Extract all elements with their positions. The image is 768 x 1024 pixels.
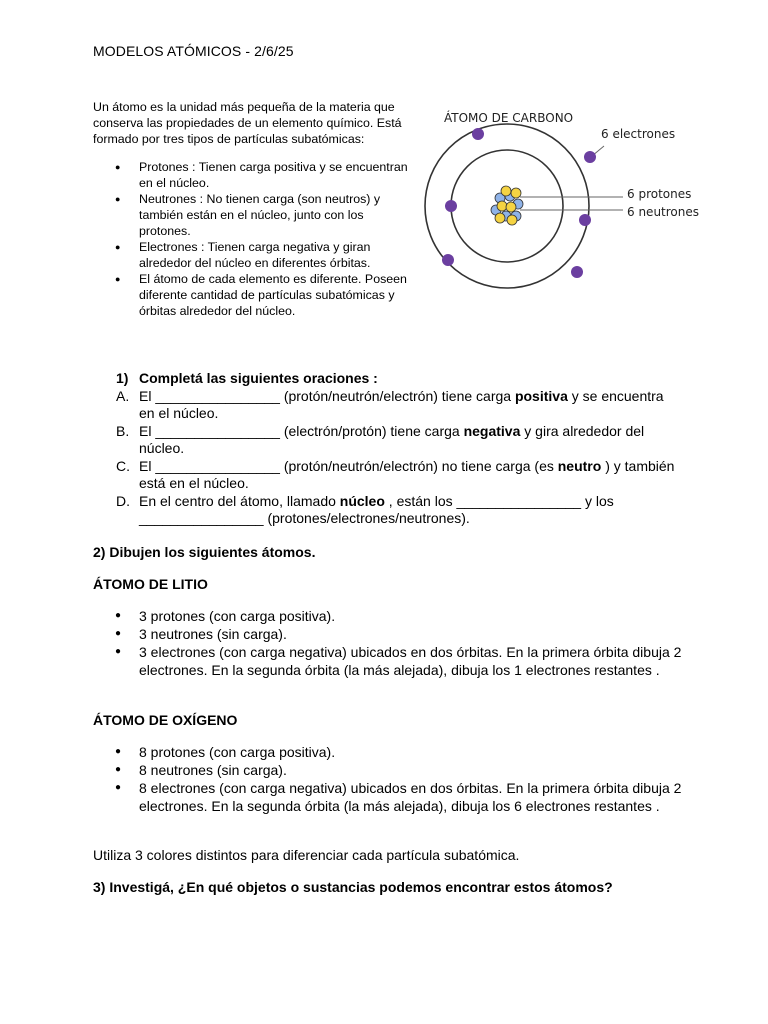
nucleus <box>491 186 523 225</box>
label-neutrons: 6 neutrones <box>627 205 699 219</box>
label-protons: 6 protones <box>627 187 692 201</box>
sentence-bold-word: positiva <box>514 387 568 404</box>
sentence-text: y los <box>584 492 614 509</box>
electron <box>584 151 596 163</box>
litio-bullets <box>93 607 683 679</box>
bullet-protons: ● Protones : Tienen carga positiva y se encuentran en el núcleo. <box>93 159 413 191</box>
colors-note: Utiliza 3 colores distintos para diferenciar cada partícula subatómica. <box>93 847 520 863</box>
sentence-text: El <box>139 387 152 404</box>
electron <box>445 200 457 212</box>
oxigeno-block <box>93 743 683 815</box>
sentence-letter: C. <box>116 457 130 474</box>
electron <box>571 266 583 278</box>
electron <box>579 214 591 226</box>
sentence-text: (protón/neutrón/electrón) no tiene carga (es <box>283 457 554 474</box>
sentence-bold-word: núcleo <box>339 492 385 509</box>
sentence-text: y se encuentra en el núcleo. <box>139 387 664 421</box>
section-1-title: Completá las siguientes oraciones : <box>139 370 378 386</box>
answer-blank[interactable]: ________________ <box>139 510 264 526</box>
section-2-title: 2) Dibujen los siguientes átomos. <box>93 544 316 560</box>
litio-bullet: ● 3 protones (con carga positiva). <box>93 607 683 625</box>
sentence-text: (electrón/protón) tiene carga <box>283 422 460 439</box>
oxigeno-bullets <box>93 743 683 815</box>
page-title: MODELOS ATÓMICOS - 2/6/25 <box>93 43 294 59</box>
sentence-a <box>93 388 683 423</box>
intro-block <box>93 99 413 319</box>
sentence-text: y gira alrededor del núcleo. <box>139 422 645 456</box>
proton <box>507 215 517 225</box>
sentence-text: , están los <box>388 492 453 509</box>
answer-blank[interactable]: ________________ <box>456 492 582 509</box>
answer-blank[interactable]: ________________ <box>155 387 280 404</box>
litio-block <box>93 607 683 679</box>
bullet-electrons: ● Electrones : Tienen carga negativa y giran alrededor del núcleo en diferentes órbitas. <box>93 239 413 271</box>
carbon-atom-svg <box>420 100 720 300</box>
proton <box>506 202 516 212</box>
diagram-title: ÁTOMO DE CARBONO <box>444 111 574 125</box>
oxigeno-bullet: ● 8 protones (con carga positiva). <box>93 743 683 761</box>
sentence-list <box>93 388 683 528</box>
oxigeno-title: ÁTOMO DE OXÍGENO <box>93 712 238 728</box>
proton <box>497 201 507 211</box>
oxigeno-bullet: ● 8 electrones (con carga negativa) ubicados en dos órbitas. En la primera órbita dibuja 2 electrones. En la segunda órbita (la más alejada), dibuja los 6 electrones restantes . <box>93 779 683 815</box>
sentence-text: (protones/electrones/neutrones). <box>267 510 470 526</box>
label-electrons: 6 electrones <box>601 127 676 141</box>
bullet-neutrons: ● Neutrones : No tienen carga (son neutros) y también están en el núcleo, junto con los protones. <box>93 191 413 239</box>
bullet-elements: ● El átomo de cada elemento es diferente. Poseen diferente cantidad de partículas subatómicas y órbitas alrededor del núcleo. <box>93 271 413 319</box>
sentence-text: El <box>139 422 152 439</box>
sentence-text: En el centro del átomo, llamado <box>139 492 336 509</box>
proton <box>495 213 505 223</box>
answer-blank[interactable]: ________________ <box>155 457 280 474</box>
sentence-letter: D. <box>116 492 130 509</box>
sentence-b <box>93 423 683 458</box>
sentence-d <box>93 493 683 528</box>
carbon-atom-diagram <box>420 100 720 300</box>
intro-paragraph: Un átomo es la unidad más pequeña de la materia que conserva las propiedades de un elemento químico. Está formado por tres tipos de partículas subatómicas: <box>93 100 402 146</box>
sentence-text: ) y también está en el núcleo. <box>139 457 675 491</box>
sentence-c <box>93 458 683 493</box>
section-1 <box>93 370 683 528</box>
oxigeno-bullet: ● 8 neutrones (sin carga). <box>93 761 683 779</box>
section-3-title: 3) Investigá, ¿En qué objetos o sustancias podemos encontrar estos átomos? <box>93 879 613 895</box>
sentence-bold-word: negativa <box>463 422 521 439</box>
electron <box>472 128 484 140</box>
answer-blank[interactable]: ________________ <box>155 422 280 439</box>
sentence-text: El <box>139 457 152 474</box>
sentence-text: (protón/neutrón/electrón) tiene carga <box>283 387 512 404</box>
electron <box>442 254 454 266</box>
sentence-letter: A. <box>116 387 130 404</box>
intro-bullets <box>93 159 413 319</box>
litio-bullet: ● 3 neutrones (sin carga). <box>93 625 683 643</box>
proton <box>501 186 511 196</box>
sentence-letter: B. <box>116 422 130 439</box>
litio-title: ÁTOMO DE LITIO <box>93 576 208 592</box>
litio-bullet: ● 3 electrones (con carga negativa) ubicados en dos órbitas. En la primera órbita dibuja 2 electrones. En la segunda órbita (la más alejada), dibuja los 1 electrones restantes . <box>93 643 683 679</box>
sentence-bold-word: neutro <box>557 457 602 474</box>
section-1-number: 1) <box>116 370 129 386</box>
proton <box>511 188 521 198</box>
